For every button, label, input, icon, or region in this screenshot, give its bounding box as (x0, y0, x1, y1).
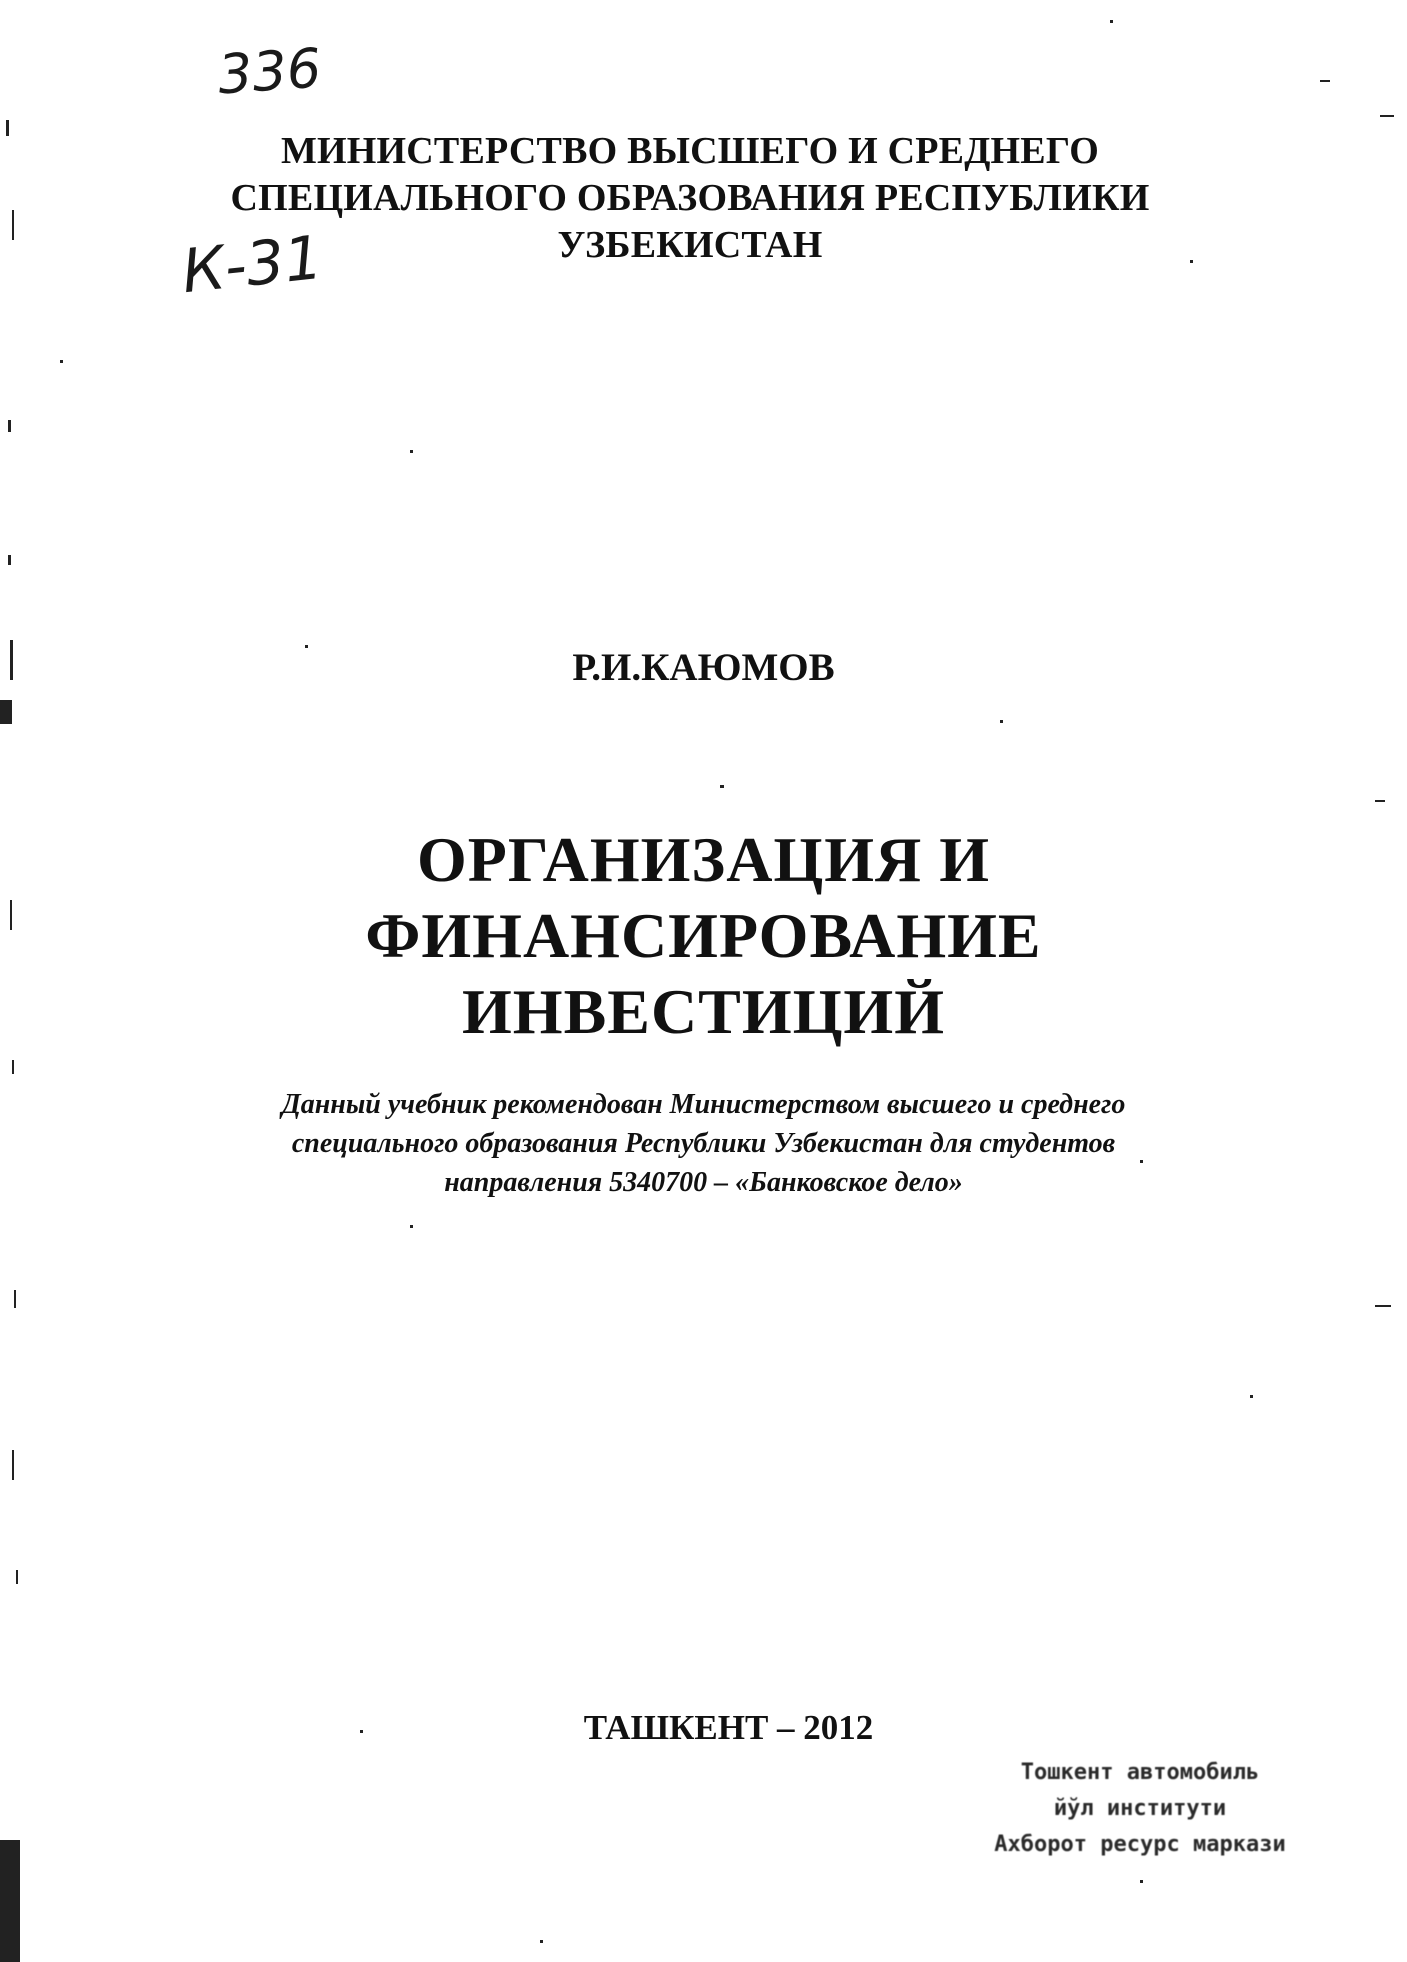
speck (1375, 1305, 1391, 1307)
ministry-line: УЗБЕКИСТАН (557, 224, 823, 266)
recommendation-note (150, 1085, 1257, 1202)
title-line: ОРГАНИЗАЦИЯ И (417, 824, 990, 895)
speck (12, 1450, 14, 1480)
title-line: ФИНАНСИРОВАНИЕ (365, 900, 1042, 971)
author-name: Р.И.КАЮМОВ (572, 646, 835, 689)
speck (0, 1840, 20, 1962)
speck (1380, 115, 1394, 117)
speck (1000, 720, 1003, 723)
ministry-line: СПЕЦИАЛЬНОГО ОБРАЗОВАНИЯ РЕСПУБЛИКИ (230, 177, 1150, 219)
recommendation-line: направления 5340700 – «Банковское дело» (444, 1167, 963, 1198)
book-title (100, 822, 1307, 1050)
speck (12, 1060, 14, 1074)
speck (12, 210, 14, 240)
speck (1320, 80, 1330, 82)
speck (410, 450, 413, 453)
speck (720, 785, 724, 788)
stamp-line: йўл институти (1053, 1796, 1227, 1821)
speck (1140, 1880, 1143, 1883)
title-line: ИНВЕСТИЦИЙ (462, 976, 945, 1047)
speck (410, 1225, 413, 1228)
speck (1375, 800, 1385, 802)
speck (8, 420, 11, 432)
stamp-line: Тошкент автомобиль (1020, 1760, 1260, 1785)
handwritten-number: 336 (215, 36, 324, 107)
speck (14, 1290, 16, 1308)
speck (10, 900, 12, 930)
speck (8, 555, 11, 565)
speck (6, 120, 9, 136)
library-stamp (975, 1755, 1305, 1863)
speck (0, 700, 12, 724)
recommendation-line: Данный учебник рекомендован Министерством высшего и среднего (281, 1089, 1126, 1120)
speck (1110, 20, 1113, 23)
speck (60, 360, 63, 363)
stamp-line: Ахборот ресурс маркази (994, 1832, 1286, 1857)
ministry-header (160, 128, 1220, 269)
city-year: ТАШКЕНТ – 2012 (583, 1708, 874, 1747)
ministry-line: МИНИСТЕРСТВО ВЫСШЕГО И СРЕДНЕГО (280, 130, 1100, 172)
speck (1250, 1395, 1253, 1398)
speck (540, 1940, 543, 1943)
recommendation-line: специального образования Республики Узбекистан для студентов (291, 1128, 1116, 1159)
speck (16, 1570, 18, 1584)
handwritten-code: К-31 (178, 222, 326, 308)
